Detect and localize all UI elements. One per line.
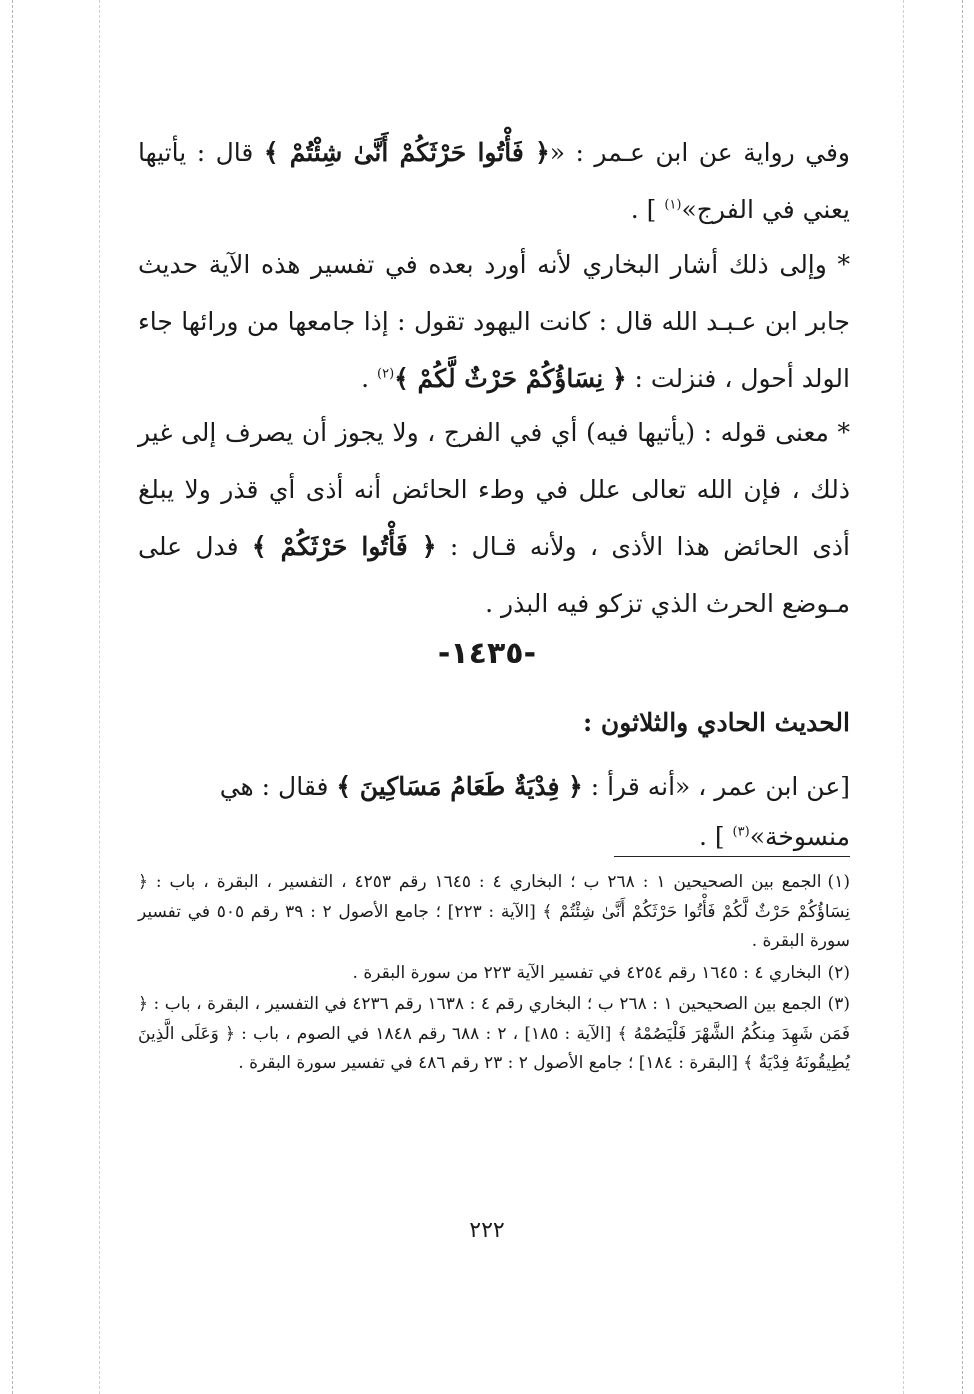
quran-verse: ﴿ نِسَاؤُكُمْ حَرْثٌ لَّكُمْ ﴾ (394, 364, 627, 393)
quran-verse: ﴿ فِدْيَةٌ طَعَامُ مَسَاكِينَ ﴾ (336, 772, 583, 801)
page-number: ٢٢٢ (469, 1218, 505, 1243)
footnote-number: (١) (827, 872, 850, 892)
scan-guide-line (12, 0, 13, 1394)
hadith-text-part: ] . (698, 822, 733, 851)
footnote-item (138, 959, 850, 989)
footnote-item (138, 990, 850, 1079)
paragraph-text: قال : يأتيها يعني في الفرج» (138, 138, 850, 224)
paragraph-meaning (138, 404, 850, 632)
hadith-text-part: [عن ابن عمر ، «أنه قرأ : (582, 772, 850, 801)
scan-guide-line (962, 0, 963, 1394)
paragraph-bukhari-note (138, 236, 850, 407)
hadith-text (138, 762, 850, 862)
footnote-text: البخاري ٤ : ١٦٤٥ رقم ٤٢٥٤ في تفسير الآية ٢٢٣ من سورة البقرة . (352, 962, 822, 983)
paragraph-text: ] . (630, 195, 665, 224)
paragraph-text: * وإلى ذلك أشار البخاري لأنه أورد بعده في تفسير هذه الآية حديث جابر ابن عـبـد الله قال : كانت اليهود تقول : إذا جامعها من ورائها جاء الولد أحول ، فنزلت : (138, 250, 850, 393)
section-heading: الحديث الحادي والثلاثون : (582, 708, 850, 737)
paragraph-text: وفي رواية عن ابن عـمر : « (549, 138, 850, 167)
paragraph-ibn-umar-narration (138, 124, 850, 238)
footnote-divider (614, 856, 850, 857)
footnote-marker[interactable]: (٢) (377, 366, 395, 382)
paragraph-text: فدل على مـوضع الحرث الذي تزكو فيه البذر . (138, 532, 850, 618)
hadith-text-part: فقال : هي منسوخة» (219, 772, 850, 851)
footnote-marker[interactable]: (١) (664, 197, 682, 213)
paragraph-text: . (361, 364, 378, 393)
hadith-number: -١٤٣٥- (437, 636, 537, 671)
footnote-number: (٢) (827, 962, 850, 983)
footnote-text: الجمع بين الصحيحين ١ : ٢٦٨ ب ؛ البخاري رقم ٤ : ١٦٣٨ رقم ٤٢٣٦ في التفسير ، البقرة ، باب : ﴿ فَمَن شَهِدَ مِنكُمُ الشَّهْرَ فَلْيَصُمْهُ ﴾ [الآية : ١٨٥] ، ٢ : ٦٨٨ رقم ١٨٤٨ في الصوم ، باب : ﴿ وَعَلَى الَّذِينَ يُطِيقُونَهُ فِدْيَةٌ ﴾ [البقرة : ١٨٤] ؛ جامع الأصول ٢ : ٢٣ رقم ٤٨٦ في تفسير سورة البقرة . (138, 994, 850, 1073)
scan-guide-line (99, 0, 100, 1394)
footnote-text: الجمع بين الصحيحين ١ : ٢٦٨ ب ؛ البخاري ٤ : ١٦٤٥ رقم ٤٢٥٣ ، التفسير ، البقرة ، باب : ﴿ نِسَاؤُكُمْ حَرْثٌ لَّكُمْ فَأْتُوا حَرْثَكُمْ أَنَّىٰ شِئْتُمْ ﴾ [الآية : ٢٢٣] ؛ جامع الأصول ٢ : ٣٩ رقم ٥٠٥ في تفسير سورة البقرة . (138, 872, 850, 951)
paragraph-text: * معنى قوله : (يأتيها فيه) أي في الفرج ، ولا يجوز أن يصرف إلى غير ذلك ، فإن الله تعالى علل في وطء الحائض أنه أذى أي قذر ولا يبلغ أذى الحائض هذا الأذى ، ولأنه قـال : (138, 418, 851, 561)
footnote-number: (٣) (827, 994, 851, 1014)
footnotes (138, 868, 850, 1081)
scan-guide-line (903, 0, 904, 1394)
quran-verse: ﴿ فَأْتُوا حَرْثَكُمْ أَنَّىٰ شِئْتُمْ ﴾ (263, 138, 550, 167)
footnote-item (138, 868, 850, 957)
footnote-marker[interactable]: (٣) (732, 824, 750, 840)
quran-verse: ﴿ فَأْتُوا حَرْثَكُمْ ﴾ (251, 532, 437, 561)
